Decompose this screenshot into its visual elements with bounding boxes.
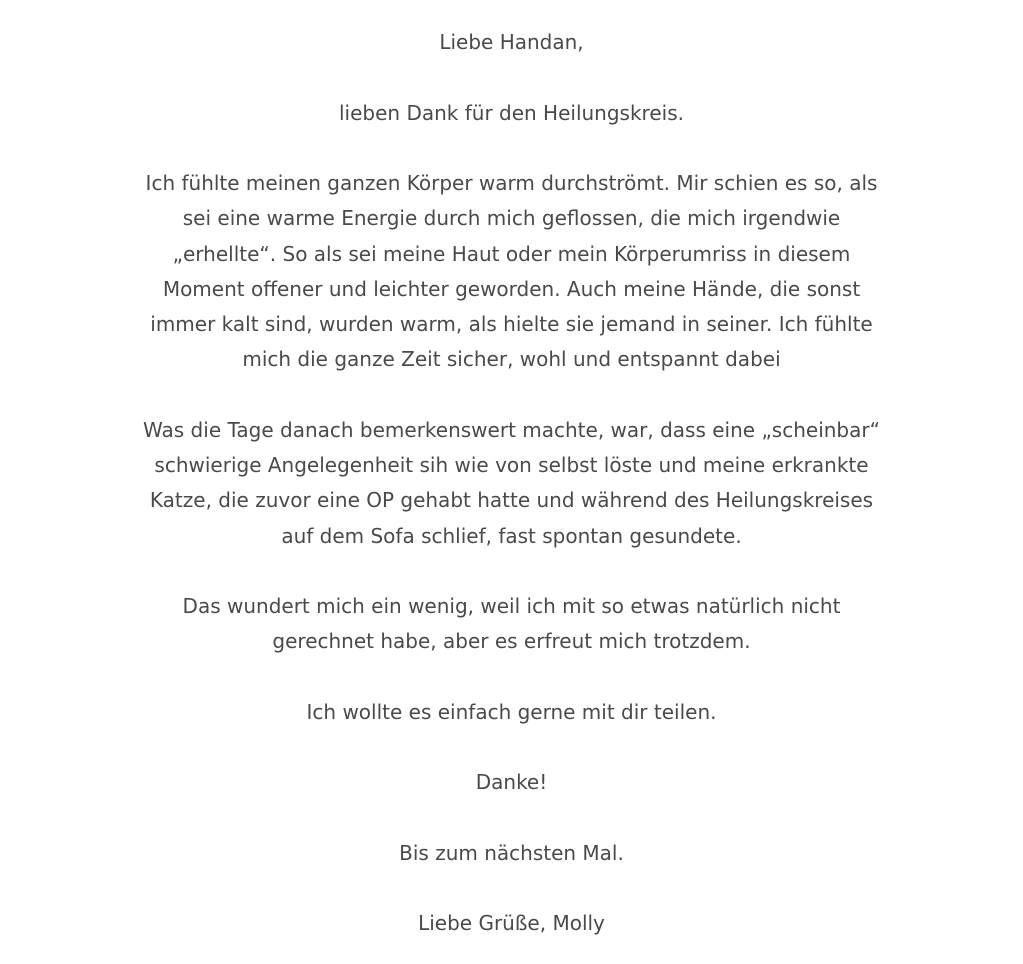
closing-signature: Liebe Grüße, Molly [418, 911, 605, 936]
greeting-line: Liebe Handan, [439, 30, 584, 54]
letter-danke [97, 765, 927, 800]
thanks-line: lieben Dank für den Heilungskreis. [339, 100, 684, 125]
aftermath-line: Katze, die zuvor eine OP gehabt hatte und während des Heilungskreises [149, 488, 874, 513]
letter-closing [97, 906, 927, 941]
letter-aftermath-paragraph [97, 413, 927, 554]
aftermath-line: schwierige Angelegenheit sih wie von selbst löste und meine erkrankte [154, 453, 869, 477]
surprise-line: Das wundert mich ein wenig, weil ich mit so etwas natürlich nicht [182, 594, 841, 618]
letter-thanks [97, 96, 927, 131]
next-time-line: Bis zum nächsten Mal. [399, 840, 624, 865]
share-line: Ich wollte es einfach gerne mit dir teilen. [306, 699, 717, 724]
experience-line: Ich fühlte meinen ganzen Körper warm durchströmt. Mir schien es so, als [145, 171, 878, 195]
aftermath-line: Was die Tage danach bemerkenswert machte, war, dass eine „scheinbar“ [143, 417, 880, 442]
experience-line: „erhellte“. So als sei meine Haut oder mein Körperumriss in diesem [172, 241, 851, 266]
letter-next-time [97, 836, 927, 871]
letter-greeting [97, 25, 927, 60]
letter-share [97, 695, 927, 730]
letter-surprise-paragraph [97, 589, 927, 660]
aftermath-line: auf dem Sofa schlief, fast spontan gesundete. [281, 523, 742, 548]
surprise-line: gerechnet habe, aber es erfreut mich trotzdem. [272, 629, 751, 654]
letter-experience-paragraph [97, 166, 927, 378]
experience-line: mich die ganze Zeit sicher, wohl und entspannt dabei [242, 347, 781, 372]
experience-line: immer kalt sind, wurden warm, als hielte sie jemand in seiner. Ich fühlte [150, 312, 873, 336]
danke-line: Danke! [475, 770, 548, 795]
experience-line: Moment offener und leichter geworden. Auch meine Hände, die sonst [162, 276, 861, 301]
experience-line: sei eine warme Energie durch mich geflossen, die mich irgendwie [182, 206, 841, 231]
